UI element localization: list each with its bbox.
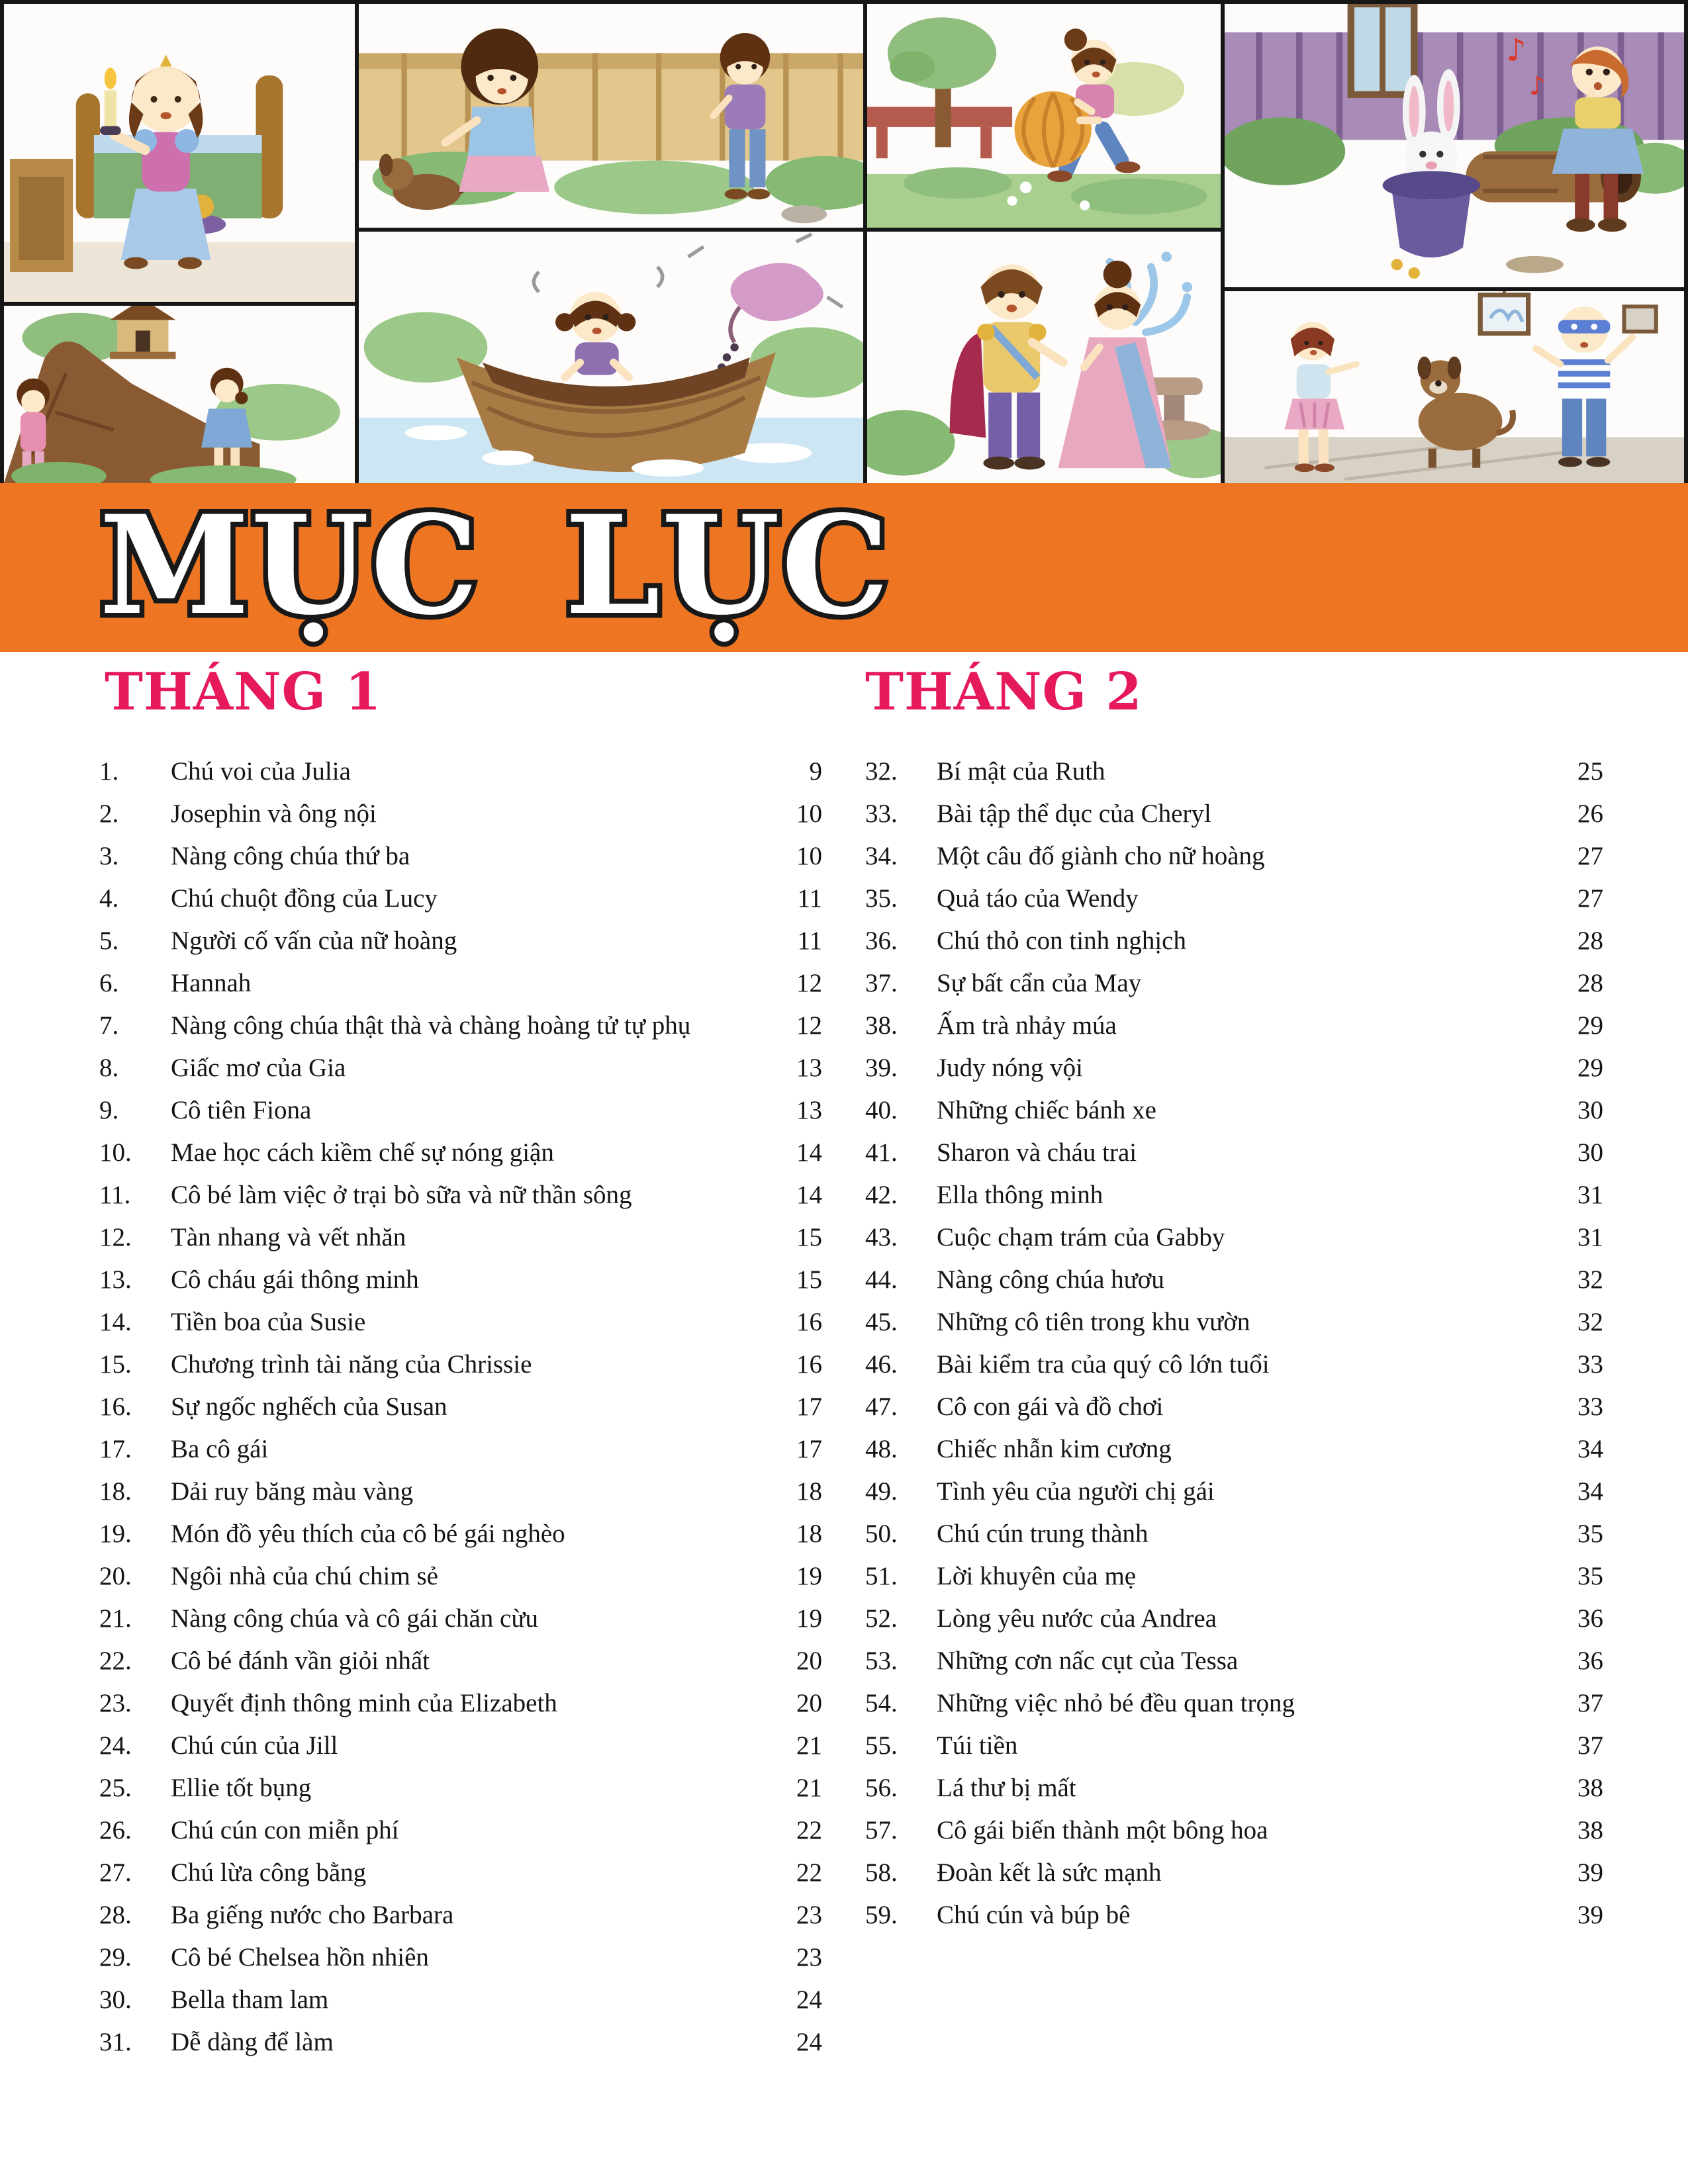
toc-item-number: 4. xyxy=(99,884,119,913)
toc-row xyxy=(99,1555,822,1597)
toc-item-page: 35 xyxy=(1577,1519,1603,1548)
toc-item-page: 19 xyxy=(796,1604,822,1633)
toc-item-title: Dải ruy băng màu vàng xyxy=(171,1477,414,1506)
toc-row xyxy=(865,1089,1603,1131)
toc-item-title: Cô bé Chelsea hồn nhiên xyxy=(171,1942,429,1972)
toc-item-number: 5. xyxy=(99,926,119,955)
toc-row xyxy=(99,1936,822,1978)
girls-with-puppy-image xyxy=(359,4,863,228)
toc-item-number: 51. xyxy=(865,1561,898,1590)
toc-item-number: 59. xyxy=(865,1900,898,1929)
toc-item-title: Lá thư bị mất xyxy=(937,1773,1076,1802)
toc-item-page: 38 xyxy=(1577,1815,1603,1844)
toc-row xyxy=(99,1597,822,1639)
toc-row xyxy=(865,835,1603,877)
toc-row xyxy=(865,1851,1603,1893)
toc-item-number: 45. xyxy=(865,1307,898,1336)
toc-item-page: 21 xyxy=(796,1773,822,1802)
toc-item-number: 40. xyxy=(865,1095,898,1124)
toc-row xyxy=(865,1046,1603,1089)
page-title: MỤC LỤC xyxy=(99,486,891,645)
toc-row xyxy=(99,1978,822,2021)
toc-item-number: 35. xyxy=(865,884,898,913)
toc-row xyxy=(99,1046,822,1089)
toc-item-title: Nàng công chúa hươu xyxy=(937,1265,1164,1294)
toc-item-title: Quyết định thông minh của Elizabeth xyxy=(171,1688,557,1717)
toc-item-number: 55. xyxy=(865,1731,898,1760)
toc-item-number: 47. xyxy=(865,1392,898,1421)
toc-item-title: Nàng công chúa thật thà và chàng hoàng tử tự phụ xyxy=(171,1011,691,1040)
toc-item-title: Tình yêu của người chị gái xyxy=(937,1477,1215,1506)
toc-item-page: 31 xyxy=(1577,1180,1603,1209)
princess-with-candle-image xyxy=(4,4,355,302)
toc-item-title: Sự bất cẩn của May xyxy=(937,968,1142,997)
toc-item-number: 12. xyxy=(99,1222,132,1251)
toc-item-title: Những việc nhỏ bé đều quan trọng xyxy=(937,1688,1295,1717)
toc-item-page: 26 xyxy=(1577,799,1603,828)
toc-row xyxy=(865,750,1603,792)
toc-item-number: 33. xyxy=(865,799,898,828)
toc-item-page: 11 xyxy=(797,884,822,913)
toc-item-number: 16. xyxy=(99,1392,132,1421)
toc-item-title: Bí mật của Ruth xyxy=(937,756,1105,786)
toc-item-title: Judy nóng vội xyxy=(937,1053,1084,1082)
toc-item-number: 29. xyxy=(99,1942,132,1972)
title-banner xyxy=(0,483,1688,652)
toc-row xyxy=(99,877,822,919)
toc-row xyxy=(865,1343,1603,1385)
toc-item-title: Nàng công chúa và cô gái chăn cừu xyxy=(171,1604,538,1633)
toc-item-title: Người cố vấn của nữ hoàng xyxy=(171,926,457,955)
toc-item-title: Chương trình tài năng của Chrissie xyxy=(171,1349,532,1379)
toc-row xyxy=(99,1216,822,1258)
toc-row xyxy=(99,919,822,962)
toc-row xyxy=(865,1428,1603,1470)
toc-item-number: 46. xyxy=(865,1349,898,1379)
toc-row xyxy=(865,1385,1603,1428)
toc-item-page: 31 xyxy=(1577,1222,1603,1251)
toc-item-number: 23. xyxy=(99,1688,132,1717)
toc-item-title: Dễ dàng để làm xyxy=(171,2027,334,2056)
toc-row xyxy=(865,1470,1603,1512)
toc-item-number: 43. xyxy=(865,1222,898,1251)
prince-and-princess-image xyxy=(867,232,1221,483)
toc-item-page: 39 xyxy=(1577,1858,1603,1887)
toc-item-page: 33 xyxy=(1577,1392,1603,1421)
toc-item-title: Lời khuyên của mẹ xyxy=(937,1561,1137,1590)
toc-item-number: 7. xyxy=(99,1011,119,1040)
toc-item-title: Ấm trà nhảy múa xyxy=(937,1011,1117,1040)
toc-row xyxy=(99,1173,822,1216)
toc-item-number: 57. xyxy=(865,1815,898,1844)
toc-item-page: 39 xyxy=(1577,1900,1603,1929)
toc-item-page: 12 xyxy=(796,968,822,997)
story-collage xyxy=(0,0,1688,483)
toc-item-title: Hannah xyxy=(171,968,252,997)
toc-item-number: 6. xyxy=(99,968,119,997)
toc-item-page: 22 xyxy=(796,1858,822,1887)
toc-item-number: 34. xyxy=(865,841,898,870)
masked-boy-with-girl-and-dog-image xyxy=(1225,291,1684,483)
toc-item-page: 10 xyxy=(796,841,822,870)
toc-row xyxy=(865,1300,1603,1343)
toc-item-number: 39. xyxy=(865,1053,898,1082)
toc-item-page: 32 xyxy=(1577,1307,1603,1336)
toc-item-title: Những cô tiên trong khu vườn xyxy=(937,1307,1250,1336)
toc-item-title: Josephin và ông nội xyxy=(171,799,377,828)
month2-heading: THÁNG 2 xyxy=(865,662,1143,722)
toc-item-title: Tiền boa của Susie xyxy=(171,1307,366,1336)
toc-row xyxy=(99,1851,822,1893)
toc-item-page: 25 xyxy=(1577,756,1603,786)
toc-item-title: Chú cún và búp bê xyxy=(937,1900,1131,1929)
toc-item-title: Bài tập thể dục của Cheryl xyxy=(937,799,1211,828)
toc-item-page: 32 xyxy=(1577,1265,1603,1294)
toc-item-number: 48. xyxy=(865,1434,898,1463)
toc-item-page: 13 xyxy=(796,1053,822,1082)
toc-item-title: Bài kiểm tra của quý cô lớn tuổi xyxy=(937,1349,1270,1379)
toc-item-number: 44. xyxy=(865,1265,898,1294)
toc-row xyxy=(99,1639,822,1682)
toc-row xyxy=(865,1004,1603,1046)
toc-item-title: Ba giếng nước cho Barbara xyxy=(171,1900,454,1929)
page-title-art xyxy=(0,483,1688,652)
toc-item-title: Cô gái biến thành một bông hoa xyxy=(937,1815,1268,1844)
toc-item-number: 15. xyxy=(99,1349,132,1379)
toc-item-number: 18. xyxy=(99,1477,132,1506)
toc-item-title: Chú thỏ con tinh nghịch xyxy=(937,926,1186,955)
toc-item-title: Mae học cách kiềm chế sự nóng giận xyxy=(171,1138,554,1167)
toc-item-page: 17 xyxy=(796,1434,822,1463)
toc-item-page: 30 xyxy=(1577,1138,1603,1167)
toc-item-number: 49. xyxy=(865,1477,898,1506)
toc-item-number: 2. xyxy=(99,799,119,828)
toc-item-title: Ella thông minh xyxy=(937,1180,1103,1209)
toc-item-number: 20. xyxy=(99,1561,132,1590)
toc-item-number: 58. xyxy=(865,1858,898,1887)
toc-item-title: Chú cún của Jill xyxy=(171,1731,338,1760)
toc-item-page: 12 xyxy=(796,1011,822,1040)
girl-in-boat-image xyxy=(359,232,863,483)
toc-row xyxy=(99,1809,822,1851)
toc-row xyxy=(865,1639,1603,1682)
toc-item-title: Sự ngốc nghếch của Susan xyxy=(171,1392,447,1421)
toc-item-page: 30 xyxy=(1577,1095,1603,1124)
toc-item-number: 1. xyxy=(99,756,119,786)
toc-item-number: 38. xyxy=(865,1011,898,1040)
toc-item-page: 16 xyxy=(796,1349,822,1379)
toc-item-title: Quả táo của Wendy xyxy=(937,884,1139,913)
month1-heading: THÁNG 1 xyxy=(105,662,382,722)
toc-item-number: 17. xyxy=(99,1434,132,1463)
toc-row xyxy=(865,1724,1603,1766)
toc-item-title: Những cơn nấc cụt của Tessa xyxy=(937,1646,1239,1675)
toc-row xyxy=(865,1512,1603,1555)
toc-item-number: 24. xyxy=(99,1731,132,1760)
toc-item-page: 17 xyxy=(796,1392,822,1421)
toc-item-page: 9 xyxy=(809,756,822,786)
toc-item-page: 20 xyxy=(796,1688,822,1717)
toc-item-title: Cuộc chạm trám của Gabby xyxy=(937,1222,1225,1251)
toc-row xyxy=(99,1512,822,1555)
toc-item-page: 29 xyxy=(1577,1011,1603,1040)
toc-row xyxy=(865,1893,1603,1936)
toc-item-page: 28 xyxy=(1577,968,1603,997)
toc-column-month1 xyxy=(99,750,822,2063)
toc-item-title: Túi tiền xyxy=(937,1731,1018,1760)
toc-item-number: 26. xyxy=(99,1815,132,1844)
toc-column-month2 xyxy=(865,750,1603,1936)
toc-item-number: 54. xyxy=(865,1688,898,1717)
toc-row xyxy=(865,1555,1603,1597)
toc-row xyxy=(99,1682,822,1724)
toc-row xyxy=(99,1724,822,1766)
toc-row xyxy=(99,792,822,835)
toc-item-number: 53. xyxy=(865,1646,898,1675)
toc-row xyxy=(865,877,1603,919)
toc-item-title: Chú chuột đồng của Lucy xyxy=(171,884,438,913)
toc-item-page: 15 xyxy=(796,1222,822,1251)
toc-item-number: 32. xyxy=(865,756,898,786)
toc-item-number: 27. xyxy=(99,1858,132,1887)
toc-item-title: Chiếc nhẫn kim cương xyxy=(937,1434,1172,1463)
toc-item-page: 19 xyxy=(796,1561,822,1590)
toc-item-number: 52. xyxy=(865,1604,898,1633)
toc-item-page: 23 xyxy=(796,1900,822,1929)
toc-item-title: Những chiếc bánh xe xyxy=(937,1095,1156,1124)
toc-item-title: Nàng công chúa thứ ba xyxy=(171,841,410,870)
toc-item-page: 36 xyxy=(1577,1604,1603,1633)
toc-item-page: 38 xyxy=(1577,1773,1603,1802)
toc-item-title: Ellie tốt bụng xyxy=(171,1773,312,1802)
toc-item-number: 42. xyxy=(865,1180,898,1209)
toc-item-page: 14 xyxy=(796,1180,822,1209)
toc-row xyxy=(99,1385,822,1428)
toc-item-page: 33 xyxy=(1577,1349,1603,1379)
toc-item-number: 21. xyxy=(99,1604,132,1633)
toc-row xyxy=(99,962,822,1004)
toc-item-page: 13 xyxy=(796,1095,822,1124)
toc-item-title: Giấc mơ của Gia xyxy=(171,1053,346,1082)
toc-item-page: 18 xyxy=(796,1477,822,1506)
toc-item-title: Cô tiên Fiona xyxy=(171,1095,312,1124)
toc-row xyxy=(865,1258,1603,1300)
toc-item-page: 36 xyxy=(1577,1646,1603,1675)
toc-row xyxy=(99,1343,822,1385)
toc-item-title: Cô cháu gái thông minh xyxy=(171,1265,419,1294)
girl-with-pumpkin-image xyxy=(867,4,1221,228)
toc-item-page: 24 xyxy=(796,1985,822,2014)
toc-row xyxy=(865,1597,1603,1639)
toc-item-page: 34 xyxy=(1577,1434,1603,1463)
toc-item-page: 15 xyxy=(796,1265,822,1294)
toc-row xyxy=(865,1173,1603,1216)
toc-item-number: 56. xyxy=(865,1773,898,1802)
toc-item-title: Sharon và cháu trai xyxy=(937,1138,1137,1167)
toc-item-title: Đoàn kết là sức mạnh xyxy=(937,1858,1162,1887)
toc-item-number: 19. xyxy=(99,1519,132,1548)
toc-row xyxy=(99,1428,822,1470)
toc-item-title: Chú voi của Julia xyxy=(171,756,351,786)
toc-item-page: 35 xyxy=(1577,1561,1603,1590)
toc-item-page: 18 xyxy=(796,1519,822,1548)
toc-item-number: 41. xyxy=(865,1138,898,1167)
toc-row xyxy=(865,1216,1603,1258)
toc-item-number: 8. xyxy=(99,1053,119,1082)
toc-item-title: Món đồ yêu thích của cô bé gái nghèo xyxy=(171,1519,565,1548)
toc-row xyxy=(99,1300,822,1343)
toc-row xyxy=(865,1131,1603,1173)
toc-item-number: 50. xyxy=(865,1519,898,1548)
toc-row xyxy=(99,1766,822,1809)
toc-item-number: 31. xyxy=(99,2027,132,2056)
toc-row xyxy=(99,1470,822,1512)
toc-item-page: 37 xyxy=(1577,1688,1603,1717)
toc-row xyxy=(99,1258,822,1300)
toc-row xyxy=(865,919,1603,962)
toc-item-title: Chú cún trung thành xyxy=(937,1519,1149,1548)
toc-item-number: 11. xyxy=(99,1180,131,1209)
girls-at-treehouse-image xyxy=(4,306,355,483)
toc-item-page: 10 xyxy=(796,799,822,828)
toc-item-number: 37. xyxy=(865,968,898,997)
toc-item-page: 11 xyxy=(797,926,822,955)
toc-item-page: 29 xyxy=(1577,1053,1603,1082)
toc-row xyxy=(99,1004,822,1046)
svg-text:♪: ♪ xyxy=(1528,71,1546,101)
toc-item-number: 25. xyxy=(99,1773,132,1802)
toc-item-number: 30. xyxy=(99,1985,132,2014)
toc-item-title: Chú lừa công bằng xyxy=(171,1858,367,1887)
toc-item-page: 27 xyxy=(1577,841,1603,870)
toc-row xyxy=(865,792,1603,835)
toc-item-page: 28 xyxy=(1577,926,1603,955)
toc-item-title: Bella tham lam xyxy=(171,1985,329,2014)
toc-row xyxy=(865,1809,1603,1851)
toc-item-page: 24 xyxy=(796,2027,822,2056)
toc-item-number: 28. xyxy=(99,1900,132,1929)
toc-item-title: Một câu đố giành cho nữ hoàng xyxy=(937,841,1265,870)
girl-and-rabbit-image xyxy=(1225,4,1684,287)
toc-item-number: 13. xyxy=(99,1265,132,1294)
toc-item-page: 27 xyxy=(1577,884,1603,913)
toc-item-title: Ba cô gái xyxy=(171,1434,269,1463)
toc-row xyxy=(99,1893,822,1936)
toc-item-page: 21 xyxy=(796,1731,822,1760)
toc-item-page: 20 xyxy=(796,1646,822,1675)
toc-row xyxy=(865,1766,1603,1809)
toc-item-number: 9. xyxy=(99,1095,119,1124)
toc-row xyxy=(99,1089,822,1131)
toc-item-number: 22. xyxy=(99,1646,132,1675)
toc-item-title: Cô bé đánh vần giỏi nhất xyxy=(171,1646,430,1675)
toc-row xyxy=(99,835,822,877)
toc-row xyxy=(865,962,1603,1004)
toc-item-title: Ngôi nhà của chú chim sẻ xyxy=(171,1561,438,1590)
toc-item-title: Cô con gái và đồ chơi xyxy=(937,1392,1164,1421)
toc-item-number: 3. xyxy=(99,841,119,870)
toc-item-page: 34 xyxy=(1577,1477,1603,1506)
toc-item-page: 16 xyxy=(796,1307,822,1336)
toc-item-page: 37 xyxy=(1577,1731,1603,1760)
toc-item-number: 36. xyxy=(865,926,898,955)
toc-item-page: 14 xyxy=(796,1138,822,1167)
toc-row xyxy=(99,750,822,792)
toc-row xyxy=(99,1131,822,1173)
toc-item-page: 23 xyxy=(796,1942,822,1972)
toc-item-title: Cô bé làm việc ở trại bò sữa và nữ thần sông xyxy=(171,1180,632,1209)
toc-item-title: Lòng yêu nước của Andrea xyxy=(937,1604,1217,1633)
toc-item-title: Tàn nhang và vết nhăn xyxy=(171,1222,406,1251)
toc-item-number: 10. xyxy=(99,1138,132,1167)
svg-text:♪: ♪ xyxy=(1506,32,1526,69)
toc-row xyxy=(99,2021,822,2063)
toc-item-number: 14. xyxy=(99,1307,132,1336)
toc-item-title: Chú cún con miễn phí xyxy=(171,1815,399,1844)
toc-row xyxy=(865,1682,1603,1724)
toc-item-page: 22 xyxy=(796,1815,822,1844)
